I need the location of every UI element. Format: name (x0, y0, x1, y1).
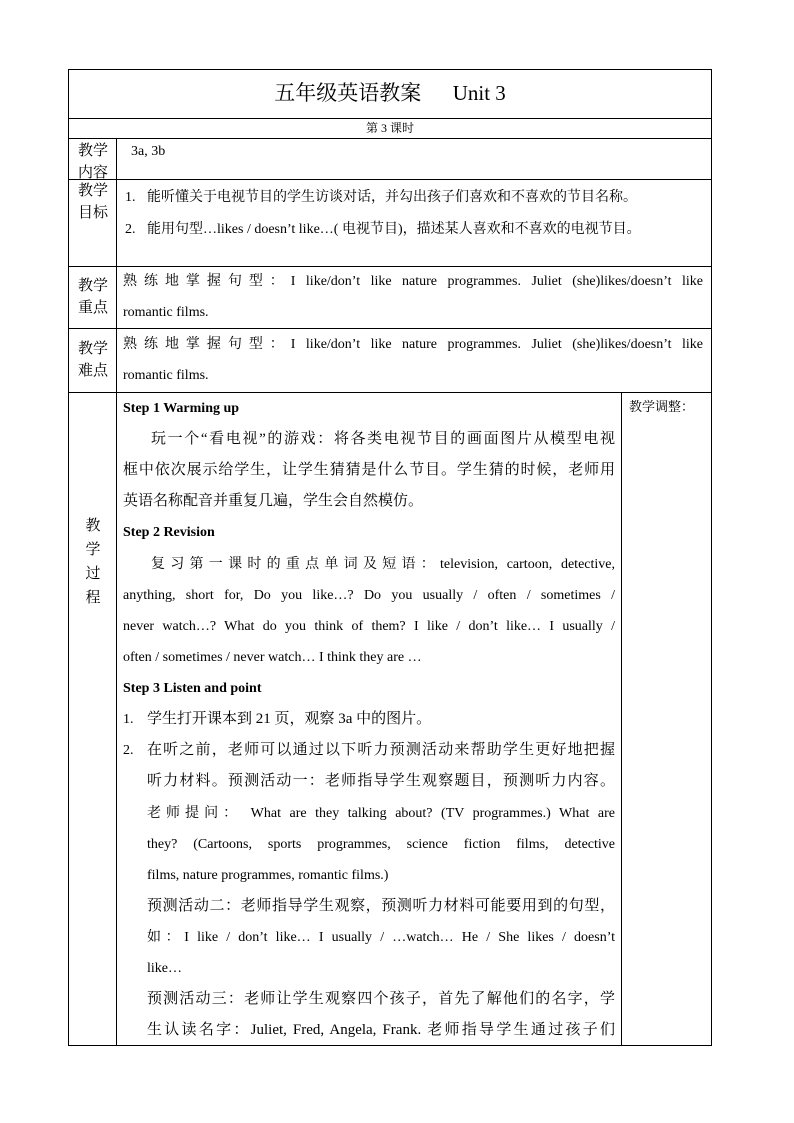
lesson-plan-table (68, 69, 712, 1046)
objective-text: 能用句型…likes / doesn’t like…( 电视节目)，描述某人喜欢和不喜欢的电视节目。 (147, 222, 641, 237)
step1-text: 玩一个“看电视”的游戏：将各类电视节目的画面图片从模型电视 (151, 431, 615, 447)
step2-text: never watch…? What do you think of them? I like / don’t like… I usually / (123, 619, 615, 634)
step1-text: 英语名称配音并重复几遍，学生会自然模仿。 (123, 493, 424, 509)
step2-text: anything, short for, Do you like…? Do you usually / often / sometimes / (123, 588, 615, 603)
step3-item-text: films, nature programmes, romantic films.) (147, 868, 389, 883)
key-points-text-cont: romantic films. (123, 305, 209, 320)
step3-title: Step 3 Listen and point (123, 681, 262, 696)
content-label: 教学 内容 (77, 143, 108, 181)
difficulties-text-cont: romantic films. (123, 368, 209, 383)
step2-text: 复习第一课时的重点单词及短语：television, cartoon, detective, (151, 557, 615, 572)
step3-item-text: 老师提问： What are they talking about? (TV programmes.) What are (147, 806, 615, 821)
objective-number: 1. (125, 190, 136, 205)
step1-title: Step 1 Warming up (123, 401, 240, 416)
step1-text: 框中依次展示给学生，让学生猜猜是什么节目。学生猜的时候，老师用 (123, 462, 615, 478)
lesson-period: 第 3 课时 (365, 121, 414, 135)
content-text: 3a, 3b (131, 144, 166, 159)
step3-item-text: 如：I like / don’t like… I usually / …watch… He / She likes / doesn’t (147, 930, 615, 945)
step3-item-text: 学生打开课本到 21 页，观察 3a 中的图片。 (147, 711, 432, 727)
objective-number: 2. (125, 222, 136, 237)
row-divider (69, 138, 711, 139)
adjustment-label: 教学调整： (629, 399, 695, 414)
step3-item-number: 1. (123, 712, 134, 727)
key-points-text: 熟练地掌握句型：I like/don’t like nature programmes. Juliet (she)likes/doesn’t like (123, 274, 703, 289)
difficulties-text: 熟练地掌握句型：I like/don’t like nature programmes. Juliet (she)likes/doesn’t like (123, 337, 703, 352)
step3-item-text: 预测活动二：老师指导学生观察，预测听力材料可能要用到的句型， (147, 898, 615, 914)
step2-text: often / sometimes / never watch… I think they are … (123, 650, 422, 665)
column-divider (116, 138, 117, 1045)
step3-item-text: 听力材料。预测活动一：老师指导学生观察题目，预测听力内容。 (147, 773, 615, 789)
process-label: 教 学 过 程 (85, 518, 101, 606)
step3-item-text: 生认读名字：Juliet, Fred, Angela, Frank. 老师指导学生通过孩子们 (147, 1022, 615, 1038)
step3-item-text: like… (147, 961, 182, 976)
step3-item-text: 预测活动三：老师让学生观察四个孩子，首先了解他们的名字，学 (147, 991, 615, 1007)
difficulties-label: 教学 难点 (77, 341, 108, 379)
page-title: 五年级英语教案 Unit 3 (274, 81, 506, 105)
step3-item-number: 2. (123, 743, 134, 758)
objective-text: 能听懂关于电视节目的学生访谈对话，并勾出孩子们喜欢和不喜欢的节目名称。 (147, 190, 637, 205)
step3-item-text: they? (Cartoons, sports programmes, science fiction films, detective (147, 837, 615, 852)
objectives-label: 教学 目标 (77, 183, 108, 221)
key-points-label: 教学 重点 (77, 278, 108, 316)
row-divider (69, 179, 711, 180)
column-divider (621, 392, 622, 1045)
step3-item-text: 在听之前，老师可以通过以下听力预测活动来帮助学生更好地把握 (147, 742, 615, 758)
step2-title: Step 2 Revision (123, 525, 215, 540)
